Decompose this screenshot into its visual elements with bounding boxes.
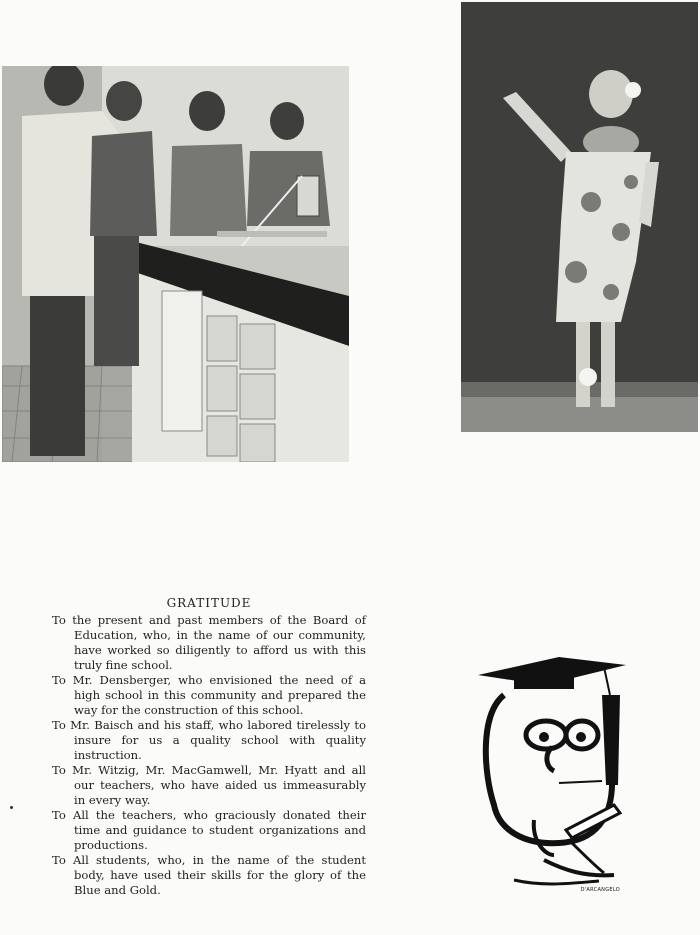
paragraph-baisch: To Mr. Baisch and his staff, who labored tirelessly to insure for us a quality school with quality instruction. <box>52 718 366 762</box>
chemistry-lab-photo-icon <box>2 66 349 462</box>
cartoon-signature: D'ARCANGELO <box>580 887 620 893</box>
hula-dancer-photo-icon <box>461 2 698 432</box>
stray-dot <box>10 806 13 809</box>
paragraph-all-teachers: To All the teachers, who graciously donated their time and guidance to student organizations and productions. <box>52 808 366 852</box>
paragraph-all-students: To All students, who, in the name of the student body, have used their skills for the glory of the Blue and Gold. <box>52 853 366 897</box>
graduate-cartoon-icon <box>474 655 634 895</box>
dancer-photo <box>461 2 698 432</box>
paragraph-teachers: To Mr. Witzig, Mr. MacGamwell, Mr. Hyatt and all our teachers, who have aided us immeasurably in every way. <box>52 763 366 807</box>
graduate-cartoon <box>474 655 634 895</box>
gratitude-article <box>52 596 366 898</box>
lab-photo <box>2 66 349 462</box>
paragraph-board-of-education: To the present and past members of the Board of Education, who, in the name of our community, have worked so diligently to afford us with this truly fine school. <box>52 613 366 672</box>
article-title: GRATITUDE <box>166 596 252 610</box>
paragraph-densberger: To Mr. Densberger, who envisioned the need of a high school in this community and prepared the way for the construction of this school. <box>52 673 366 717</box>
